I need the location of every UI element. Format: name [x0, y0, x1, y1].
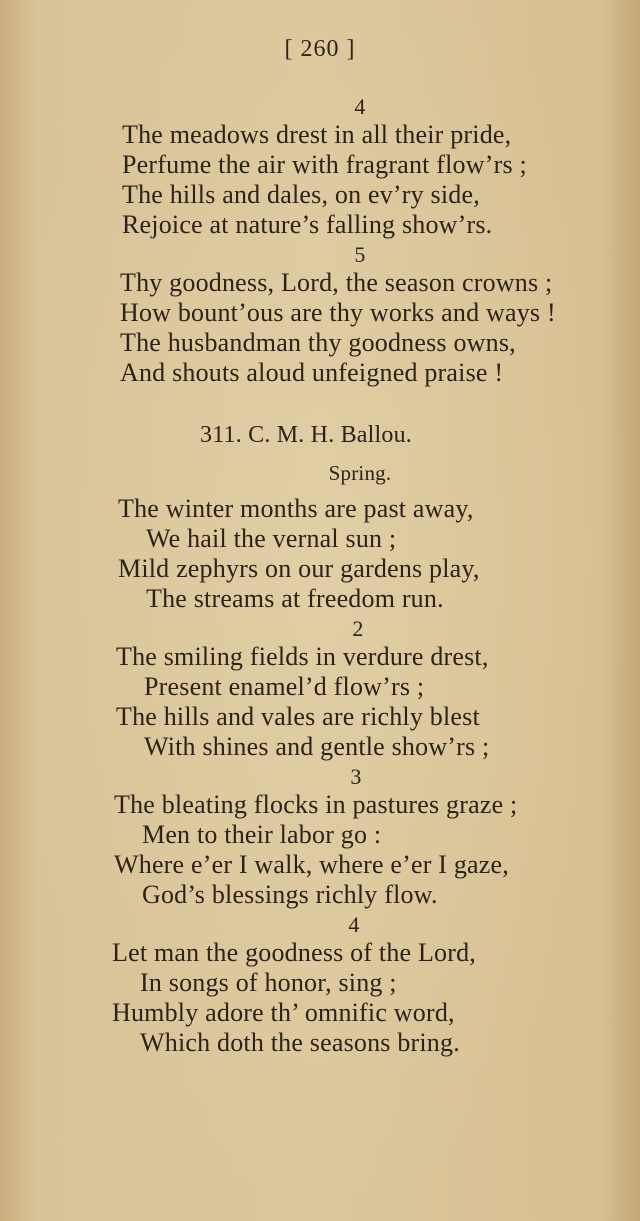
- stanza-number: 4: [354, 94, 366, 119]
- verse-line: And shouts aloud unfeigned praise !: [120, 358, 504, 387]
- verse-line: The meadows drest in all their pride,: [122, 120, 512, 149]
- verse-line: The hills and vales are richly blest: [116, 702, 480, 731]
- verse-line: Men to their labor go :: [142, 820, 382, 849]
- verse-line: The streams at freedom run.: [146, 584, 444, 613]
- verse-line: The winter months are past away,: [118, 494, 474, 523]
- verse-line: Rejoice at nature’s falling show’rs.: [122, 210, 493, 239]
- verse-line: The smiling fields in verdure drest,: [116, 642, 489, 671]
- verse-line: Humbly adore th’ omnific word,: [112, 998, 455, 1027]
- hymn-heading: 311. C. M. H. Ballou.: [200, 422, 412, 448]
- stanza-number: 5: [354, 242, 366, 267]
- verse-line: The hills and dales, on ev’ry side,: [122, 180, 480, 209]
- stanza-number: 4: [348, 912, 360, 937]
- verse-line: Let man the goodness of the Lord,: [112, 938, 477, 967]
- verse-line: How bount’ous are thy works and ways !: [120, 298, 556, 327]
- verse-line: We hail the vernal sun ;: [146, 524, 397, 553]
- verse-line: God’s blessings richly flow.: [142, 880, 438, 909]
- verse-line: Mild zephyrs on our gardens play,: [118, 554, 480, 583]
- verse-line: In songs of honor, sing ;: [140, 968, 397, 997]
- stanza-number: 3: [350, 764, 362, 789]
- verse-line: The bleating flocks in pastures graze ;: [114, 790, 518, 819]
- verse-line: Thy goodness, Lord, the season crowns ;: [120, 268, 553, 297]
- verse-line: With shines and gentle show’rs ;: [144, 732, 490, 761]
- stanza-number: 2: [352, 616, 364, 641]
- page-number-header: [ 260 ]: [284, 36, 356, 62]
- verse-line: Which doth the seasons bring.: [140, 1028, 460, 1057]
- hymn-title: Spring.: [328, 461, 392, 485]
- verse-line: Where e’er I walk, where e’er I gaze,: [114, 850, 509, 879]
- verse-line: Present enamel’d flow’rs ;: [144, 672, 425, 701]
- verse-line: The husbandman thy goodness owns,: [120, 328, 516, 357]
- verse-line: Perfume the air with fragrant flow’rs ;: [122, 150, 527, 179]
